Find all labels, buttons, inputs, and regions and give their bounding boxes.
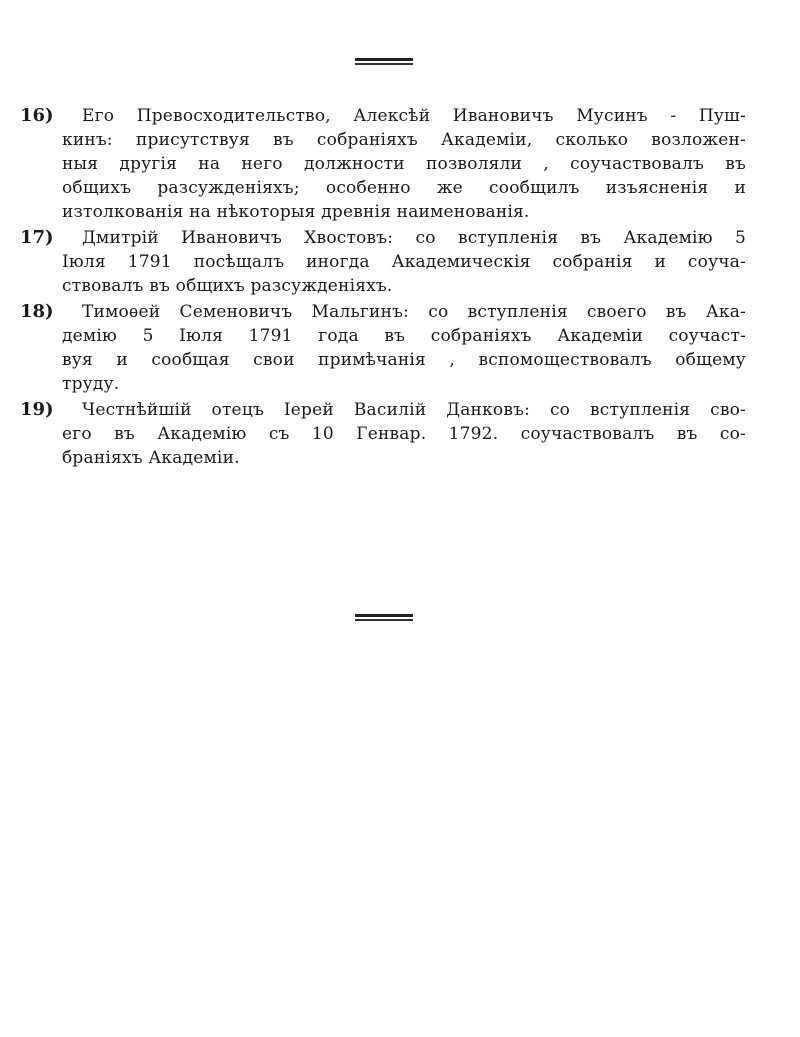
entry-line: Тимоѳей Семеновичъ Мальгинъ: со вступленія своего въ Ака- xyxy=(82,302,746,322)
entry-number: 18) xyxy=(20,301,54,322)
entry-number: 19) xyxy=(20,399,54,420)
entry-line: труду. xyxy=(62,374,120,394)
entry-line: браніяхъ Академіи. xyxy=(62,448,240,468)
entry-line: демію 5 Іюля 1791 года въ собраніяхъ Академіи соучаст- xyxy=(62,326,746,346)
entry-number: 16) xyxy=(20,105,54,126)
entry-line: Его Превосходительство, Алексѣй Ивановичъ Мусинъ - Пуш- xyxy=(82,106,746,126)
entry-line: кинъ: присутствуя въ собраніяхъ Академіи, сколько возложен- xyxy=(62,130,746,150)
entry-line: Дмитрій Ивановичъ Хвостовъ: со вступленія въ Академію 5 xyxy=(82,228,746,248)
bottom-ornamental-rule xyxy=(355,614,413,621)
entry-line: Честнѣйшій отецъ Іерей Василій Данковъ: со вступленія сво- xyxy=(82,400,746,420)
entry-line: его въ Академію съ 10 Генвар. 1792. соучаствовалъ въ со- xyxy=(62,424,746,444)
entry-line: общихъ разсужденіяхъ; особенно же сообщилъ изъясненія и xyxy=(62,178,746,198)
entry-line: ныя другія на него должности позволяли , соучаствовалъ въ xyxy=(62,154,746,174)
entry-line: ствовалъ въ общихъ разсужденіяхъ. xyxy=(62,276,393,296)
entry-line: вуя и сообщая свои примѣчанія , вспомоществовалъ общему xyxy=(62,350,746,370)
top-ornamental-rule xyxy=(355,58,413,65)
entry-line: Іюля 1791 посѣщалъ иногда Академическія собранія и соуча- xyxy=(62,252,746,272)
entry-number: 17) xyxy=(20,227,54,248)
entry-line: изтолкованія на нѣкоторыя древнія наименованія. xyxy=(62,202,530,222)
